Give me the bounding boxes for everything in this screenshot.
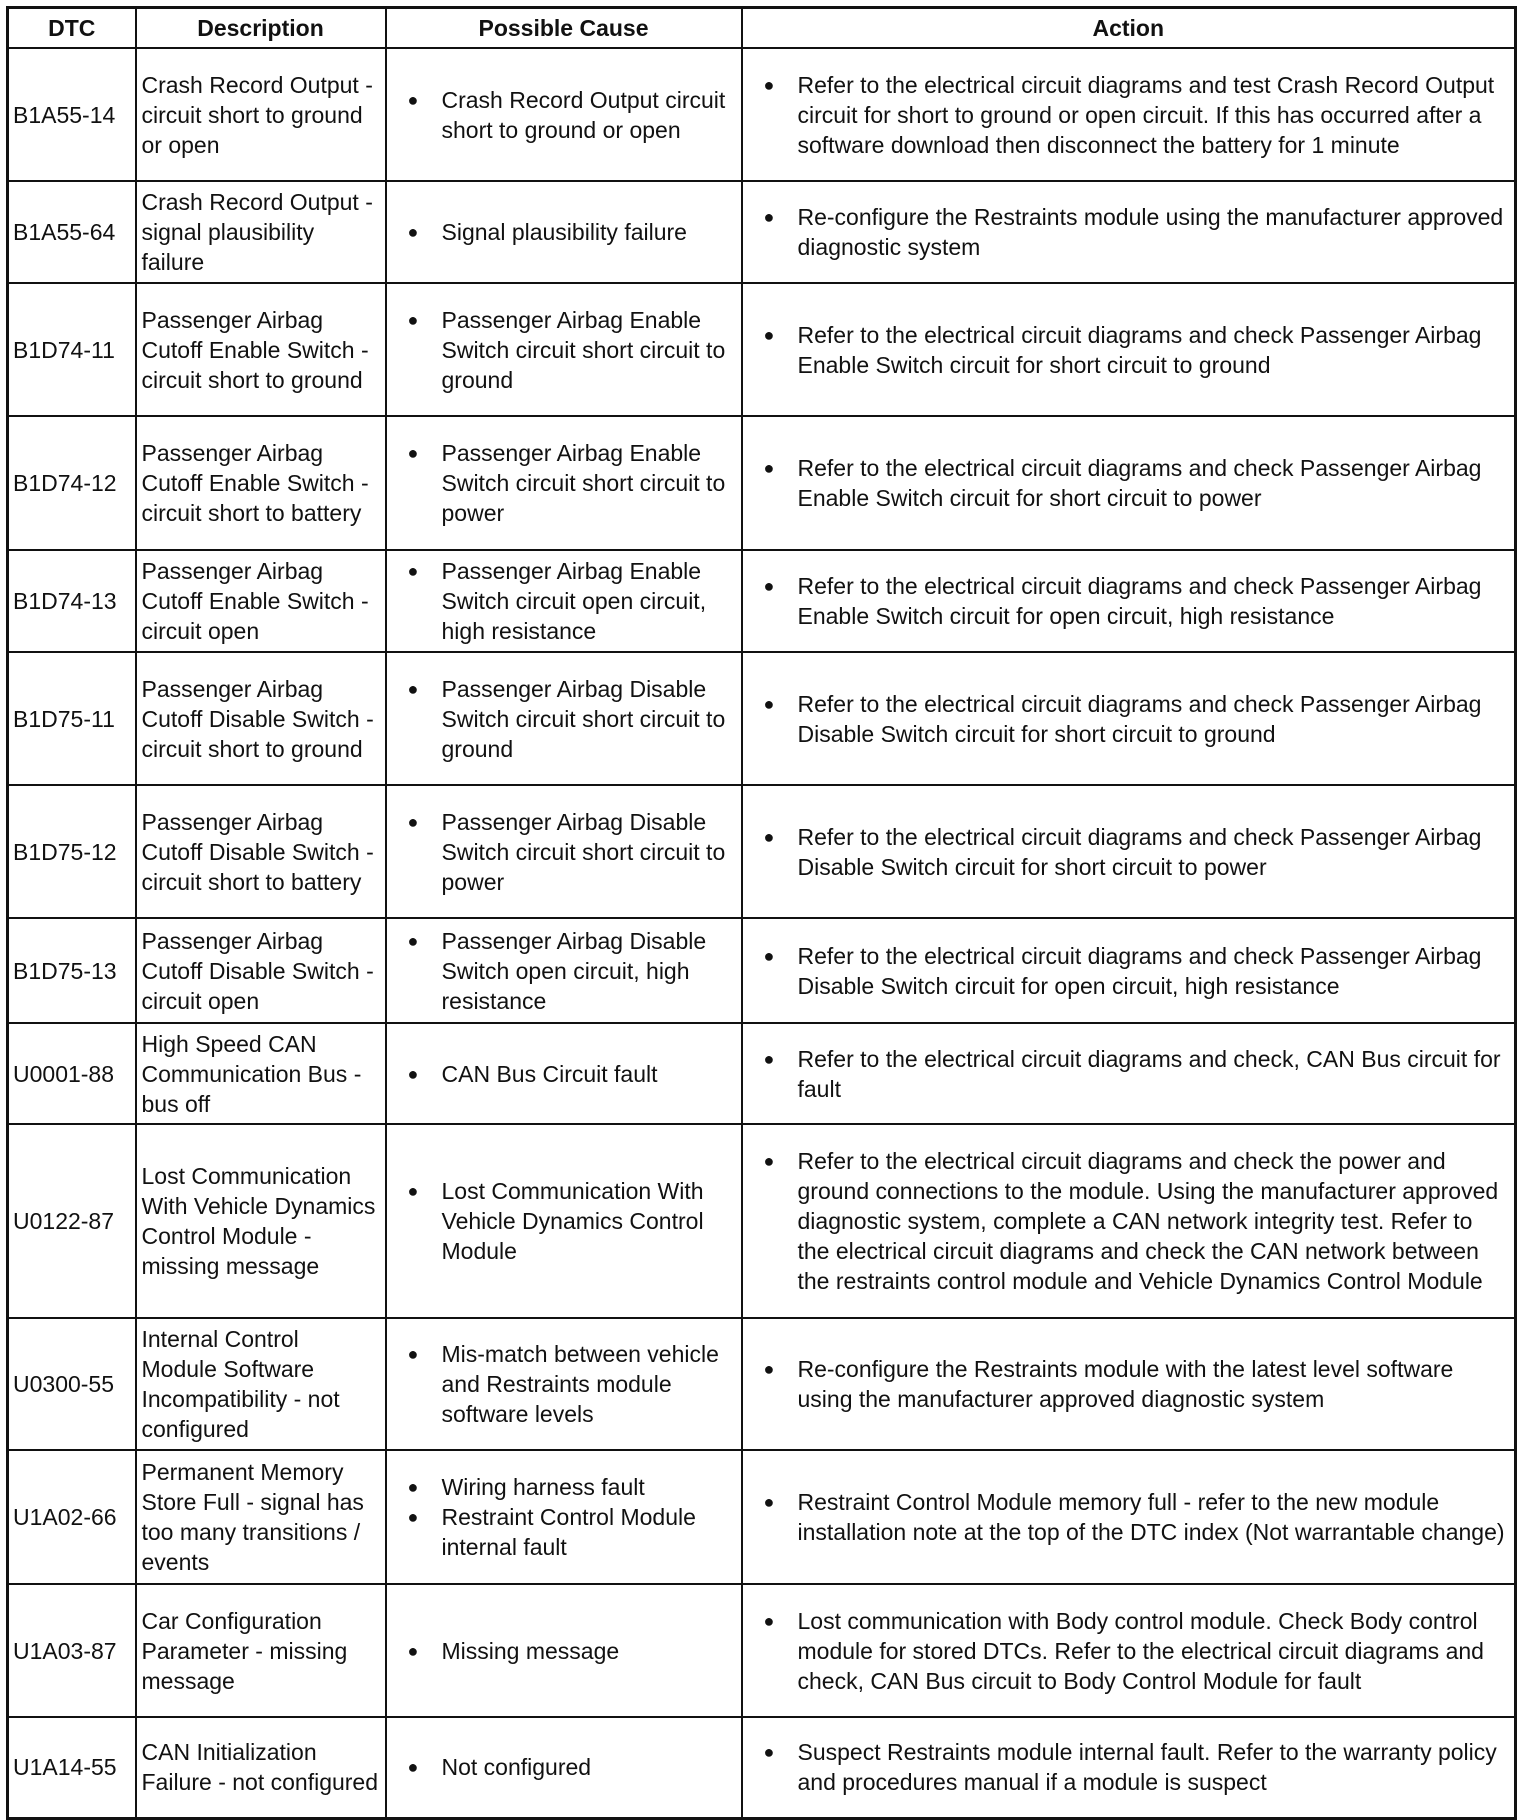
- header-row: [8, 8, 1516, 49]
- cause-item: ● Passenger Airbag Enable Switch circuit short circuit to power: [392, 438, 736, 528]
- possible-cause: [386, 550, 742, 652]
- cause-item: ● Passenger Airbag Disable Switch open circuit, high resistance: [392, 926, 736, 1016]
- description: High Speed CAN Communication Bus - bus off: [136, 1023, 386, 1124]
- cause-item: ● Not configured: [392, 1752, 736, 1782]
- action-item: ● Refer to the electrical circuit diagrams and test Crash Record Output circuit for short to ground or open circuit. If this has occurred after a software download then disconnect the battery for 1 minute: [748, 70, 1510, 160]
- dtc-code: B1D74-11: [8, 283, 136, 416]
- possible-cause: [386, 283, 742, 416]
- table-row: [8, 1124, 1516, 1318]
- header-action: Action: [742, 8, 1516, 49]
- table-row: [8, 1450, 1516, 1584]
- action-item: ● Refer to the electrical circuit diagrams and check Passenger Airbag Disable Switch circuit for open circuit, high resistance: [748, 941, 1510, 1001]
- description: CAN Initialization Failure - not configured: [136, 1717, 386, 1818]
- action: [742, 283, 1516, 416]
- cause-item: ● Missing message: [392, 1636, 736, 1666]
- description: Permanent Memory Store Full - signal has too many transitions / events: [136, 1450, 386, 1584]
- possible-cause: [386, 416, 742, 550]
- description: Passenger Airbag Cutoff Disable Switch - circuit short to ground: [136, 652, 386, 785]
- table-row: [8, 1318, 1516, 1450]
- table-row: [8, 416, 1516, 550]
- action: [742, 1584, 1516, 1717]
- dtc-table: [6, 6, 1517, 1820]
- description: Passenger Airbag Cutoff Enable Switch - circuit short to ground: [136, 283, 386, 416]
- description: Crash Record Output - circuit short to ground or open: [136, 48, 386, 181]
- action: [742, 652, 1516, 785]
- description: Passenger Airbag Cutoff Disable Switch - circuit open: [136, 918, 386, 1023]
- action: [742, 1124, 1516, 1318]
- cause-item: ● Passenger Airbag Disable Switch circuit short circuit to power: [392, 807, 736, 897]
- possible-cause: [386, 1318, 742, 1450]
- dtc-code: U1A14-55: [8, 1717, 136, 1818]
- header-possible-cause: Possible Cause: [386, 8, 742, 49]
- action: [742, 1717, 1516, 1818]
- dtc-code: U1A02-66: [8, 1450, 136, 1584]
- action: [742, 48, 1516, 181]
- action: [742, 416, 1516, 550]
- dtc-code: B1A55-64: [8, 181, 136, 283]
- action-item: ● Re-configure the Restraints module using the manufacturer approved diagnostic system: [748, 202, 1510, 262]
- action-item: ● Refer to the electrical circuit diagrams and check the power and ground connections to the module. Using the manufacturer approved diagnostic system, complete a CAN network integrity test. Refer to the electrical circuit diagrams and check the CAN network between the restraints control module and Vehicle Dynamics Control Module: [748, 1146, 1510, 1296]
- table-row: [8, 918, 1516, 1023]
- header-dtc: DTC: [8, 8, 136, 49]
- action: [742, 181, 1516, 283]
- cause-item: ● Mis-match between vehicle and Restraints module software levels: [392, 1339, 736, 1429]
- description: Crash Record Output - signal plausibility failure: [136, 181, 386, 283]
- cause-item: ● Wiring harness fault: [392, 1472, 736, 1502]
- action-item: ● Refer to the electrical circuit diagrams and check Passenger Airbag Enable Switch circuit for short circuit to power: [748, 453, 1510, 513]
- table-row: [8, 652, 1516, 785]
- possible-cause: [386, 1584, 742, 1717]
- dtc-code: B1D74-13: [8, 550, 136, 652]
- description: Lost Communication With Vehicle Dynamics Control Module - missing message: [136, 1124, 386, 1318]
- description: Passenger Airbag Cutoff Enable Switch - circuit short to battery: [136, 416, 386, 550]
- possible-cause: [386, 1124, 742, 1318]
- table-row: [8, 181, 1516, 283]
- table-row: [8, 785, 1516, 918]
- dtc-code: U0001-88: [8, 1023, 136, 1124]
- possible-cause: [386, 918, 742, 1023]
- cause-item: ● CAN Bus Circuit fault: [392, 1059, 736, 1089]
- action-item: ● Suspect Restraints module internal fault. Refer to the warranty policy and procedures manual if a module is suspect: [748, 1737, 1510, 1797]
- dtc-code: B1A55-14: [8, 48, 136, 181]
- table-row: [8, 1584, 1516, 1717]
- action-item: ● Re-configure the Restraints module with the latest level software using the manufacturer approved diagnostic system: [748, 1354, 1510, 1414]
- action: [742, 550, 1516, 652]
- cause-item: ● Signal plausibility failure: [392, 217, 736, 247]
- cause-item: ● Restraint Control Module internal fault: [392, 1502, 736, 1562]
- action: [742, 1318, 1516, 1450]
- dtc-code: U0122-87: [8, 1124, 136, 1318]
- dtc-code: U0300-55: [8, 1318, 136, 1450]
- cause-item: ● Lost Communication With Vehicle Dynamics Control Module: [392, 1176, 736, 1266]
- possible-cause: [386, 652, 742, 785]
- action-item: ● Refer to the electrical circuit diagrams and check Passenger Airbag Disable Switch circuit for short circuit to power: [748, 822, 1510, 882]
- table-row: [8, 48, 1516, 181]
- action-item: ● Refer to the electrical circuit diagrams and check Passenger Airbag Enable Switch circuit for open circuit, high resistance: [748, 571, 1510, 631]
- table-row: [8, 1023, 1516, 1124]
- description: Passenger Airbag Cutoff Disable Switch - circuit short to battery: [136, 785, 386, 918]
- action: [742, 1450, 1516, 1584]
- action-item: ● Refer to the electrical circuit diagrams and check, CAN Bus circuit for fault: [748, 1044, 1510, 1104]
- cause-item: ● Passenger Airbag Enable Switch circuit open circuit, high resistance: [392, 556, 736, 646]
- action-item: ● Lost communication with Body control module. Check Body control module for stored DTCs. Refer to the electrical circuit diagrams and check, CAN Bus circuit to Body Control Module for fault: [748, 1606, 1510, 1696]
- action: [742, 785, 1516, 918]
- possible-cause: [386, 48, 742, 181]
- dtc-code: B1D75-13: [8, 918, 136, 1023]
- table-row: [8, 1717, 1516, 1818]
- description: Internal Control Module Software Incompatibility - not configured: [136, 1318, 386, 1450]
- action-item: ● Restraint Control Module memory full - refer to the new module installation note at the top of the DTC index (Not warrantable change): [748, 1487, 1510, 1547]
- dtc-code: B1D74-12: [8, 416, 136, 550]
- possible-cause: [386, 785, 742, 918]
- action-item: ● Refer to the electrical circuit diagrams and check Passenger Airbag Disable Switch circuit for short circuit to ground: [748, 689, 1510, 749]
- description: Car Configuration Parameter - missing message: [136, 1584, 386, 1717]
- action: [742, 918, 1516, 1023]
- table-row: [8, 283, 1516, 416]
- description: Passenger Airbag Cutoff Enable Switch - circuit open: [136, 550, 386, 652]
- header-description: Description: [136, 8, 386, 49]
- dtc-code: B1D75-12: [8, 785, 136, 918]
- possible-cause: [386, 1450, 742, 1584]
- table-row: [8, 550, 1516, 652]
- action-item: ● Refer to the electrical circuit diagrams and check Passenger Airbag Enable Switch circuit for short circuit to ground: [748, 320, 1510, 380]
- possible-cause: [386, 1023, 742, 1124]
- dtc-code: B1D75-11: [8, 652, 136, 785]
- possible-cause: [386, 181, 742, 283]
- cause-item: ● Crash Record Output circuit short to ground or open: [392, 85, 736, 145]
- possible-cause: [386, 1717, 742, 1818]
- cause-item: ● Passenger Airbag Disable Switch circuit short circuit to ground: [392, 674, 736, 764]
- action: [742, 1023, 1516, 1124]
- cause-item: ● Passenger Airbag Enable Switch circuit short circuit to ground: [392, 305, 736, 395]
- dtc-code: U1A03-87: [8, 1584, 136, 1717]
